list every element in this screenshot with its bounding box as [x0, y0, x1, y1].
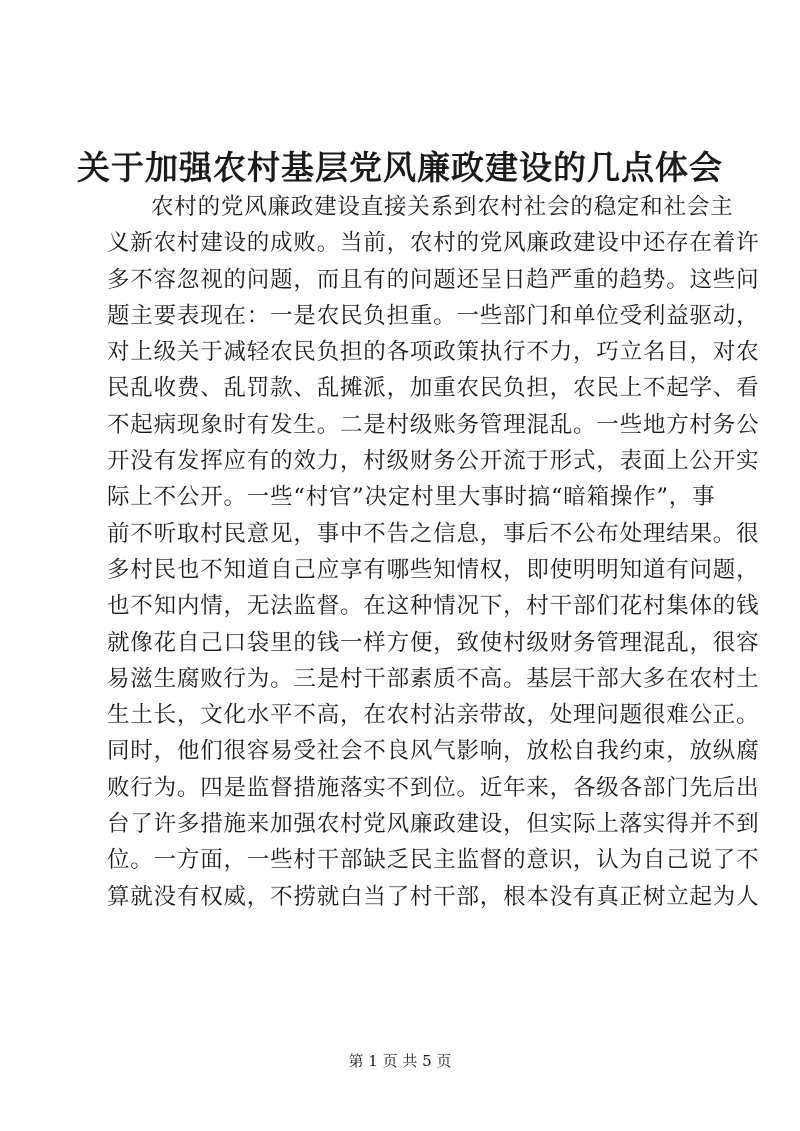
document-body: [107, 189, 760, 915]
body-text-line: 台了许多措施来加强农村党风廉政建设，但实际上落实得并不到: [107, 811, 760, 838]
body-text-line: 生土长，文化水平不高，在农村沾亲带故，处理问题很难公正。: [107, 702, 760, 729]
body-text-line: 民乱收费、乱罚款、乱摊派，加重农民负担，农民上不起学、看: [107, 375, 760, 402]
document-title: 关于加强农村基层党风廉政建设的几点体会: [77, 148, 723, 187]
body-text-line: 易滋生腐败行为。三是村干部素质不高。基层干部大多在农村土: [107, 665, 760, 692]
body-text-line: 际上不公开。一些“村官”决定村里大事时搞“暗箱操作”，事: [107, 484, 716, 511]
body-text-line: 同时，他们很容易受社会不良风气影响，放松自我约束，放纵腐: [107, 738, 760, 765]
body-text-line: 不起病现象时有发生。二是村级账务管理混乱。一些地方村务公: [107, 411, 760, 438]
body-text-line: 对上级关于减轻农民负担的各项政策执行不力，巧立名目，对农: [107, 339, 760, 366]
body-text-line: 算就没有权威，不捞就白当了村干部，根本没有真正树立起为人: [107, 883, 760, 910]
body-text-line: 位。一方面，一些村干部缺乏民主监督的意识，认为自己说了不: [107, 847, 760, 874]
body-text-line: 就像花自己口袋里的钱一样方便，致使村级财务管理混乱，很容: [107, 629, 760, 656]
body-text-line: 开没有发挥应有的效力，村级财务公开流于形式，表面上公开实: [107, 448, 760, 475]
body-text-line: 多村民也不知道自己应享有哪些知情权，即使明明知道有问题，: [107, 556, 760, 583]
body-text-line: 也不知内情，无法监督。在这种情况下，村干部们花村集体的钱: [107, 593, 760, 620]
body-text-line: 农村的党风廉政建设直接关系到农村社会的稳定和社会主: [151, 194, 734, 220]
body-text-line: 多不容忽视的问题，而且有的问题还呈日趋严重的趋势。这些问: [107, 266, 760, 293]
body-text-line: 败行为。四是监督措施落实不到位。近年来，各级各部门先后出: [107, 774, 760, 801]
body-text-line: 题主要表现在：一是农民负担重。一些部门和单位受利益驱动，: [107, 302, 760, 329]
page-footer: 第 1 页 共 5 页: [348, 1052, 452, 1070]
body-text-line: 前不听取村民意见，事中不告之信息，事后不公布处理结果。很: [107, 520, 760, 547]
body-text-line: 义新农村建设的成败。当前，农村的党风廉政建设中还存在着许: [107, 230, 760, 257]
